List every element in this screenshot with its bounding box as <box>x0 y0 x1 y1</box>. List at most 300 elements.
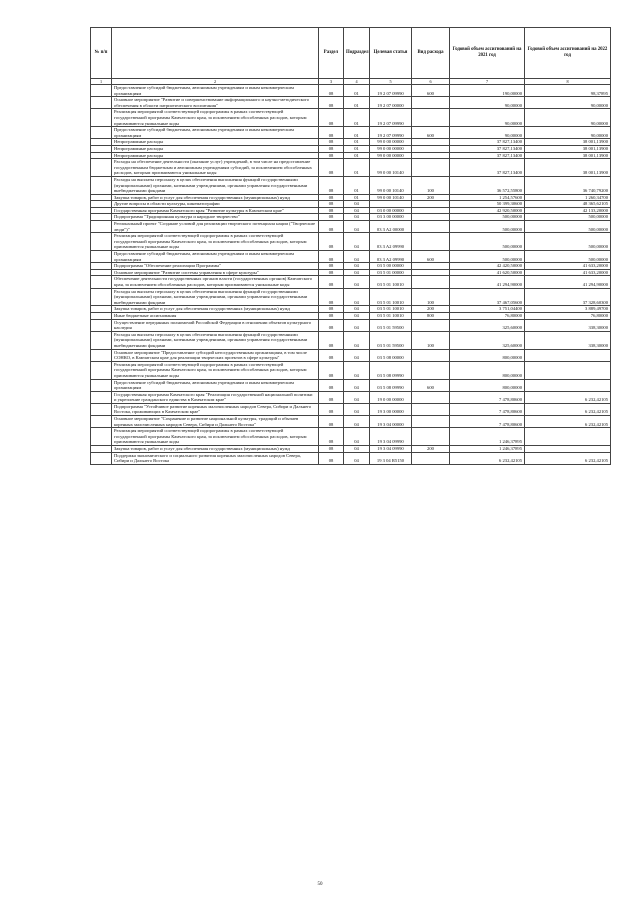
row-2021-cell: 800,00000 <box>450 349 525 361</box>
row-exptype-cell: 600 <box>412 127 450 139</box>
row-section-cell: 08 <box>319 452 344 464</box>
row-target-cell: 03 5 01 10010 <box>370 306 412 313</box>
row-exptype-cell <box>412 428 450 446</box>
col-header-2022: Годовой объем ассигнований на 2022 год <box>525 28 611 79</box>
row-subsection-cell: 04 <box>344 233 370 251</box>
row-subsection-cell: 01 <box>344 109 370 127</box>
row-exptype-cell <box>412 276 450 288</box>
row-2021-cell: 37 467,05600 <box>450 288 525 306</box>
row-target-cell: 99 0 00 00000 <box>370 145 412 152</box>
row-section-cell: 08 <box>319 331 344 349</box>
row-2022-cell <box>525 379 611 391</box>
row-2021-cell: 36 572,55800 <box>450 176 525 194</box>
row-num-cell <box>91 139 112 146</box>
row-num-cell <box>91 127 112 139</box>
row-section-cell: 08 <box>319 176 344 194</box>
row-name-cell: Основное мероприятие "Развитие системы управления в сфере культуры" <box>112 269 319 276</box>
row-exptype-cell: 100 <box>412 288 450 306</box>
row-subsection-cell: 04 <box>344 263 370 270</box>
table-row <box>91 109 611 127</box>
row-name-cell: Подпрограмма "Традиционная культура и народное творчество" <box>112 214 319 221</box>
table-row <box>91 207 611 214</box>
row-2021-cell: 76,80000 <box>450 312 525 319</box>
row-2022-cell: 1 260,34700 <box>525 194 611 201</box>
row-subsection-cell: 04 <box>344 331 370 349</box>
row-subsection-cell: 04 <box>344 361 370 379</box>
table-row <box>91 194 611 201</box>
table-row <box>91 263 611 270</box>
row-section-cell: 08 <box>319 221 344 233</box>
row-num-cell <box>91 379 112 391</box>
table-row <box>91 152 611 159</box>
row-section-cell: 08 <box>319 152 344 159</box>
row-num-cell <box>91 319 112 331</box>
row-section-cell: 08 <box>319 361 344 379</box>
row-name-cell: Основное мероприятие "Развитие и совершенствование информационного и научно-методического обеспечения в области патриотического воспитания" <box>112 97 319 109</box>
row-2022-cell <box>525 349 611 361</box>
table-row <box>91 201 611 208</box>
row-exptype-cell <box>412 109 450 127</box>
row-num-cell <box>91 97 112 109</box>
row-subsection-cell: 04 <box>344 221 370 233</box>
row-name-cell: Расходы на выплаты персоналу в целях обеспечения выполнения функций государственными (муниципальными) органами, казенными учреждениями, органами управления государственными внебюджетными фондами <box>112 331 319 349</box>
row-name-cell: Непрограммные расходы <box>112 145 319 152</box>
table-row <box>91 391 611 403</box>
colnum-cell: 6 <box>412 79 450 85</box>
row-target-cell: 03 5 01 10010 <box>370 276 412 288</box>
row-name-cell: Поддержка экономического и социального развития коренных малочисленных народов Севера, Сибири и Дальнего Востока <box>112 452 319 464</box>
row-section-cell: 08 <box>319 263 344 270</box>
row-2021-cell: 7 478,80600 <box>450 391 525 403</box>
row-subsection-cell: 04 <box>344 403 370 415</box>
row-name-cell: Государственная программа Камчатского края "Развитие культуры в Камчатском крае" <box>112 207 319 214</box>
table-row <box>91 319 611 331</box>
row-2022-cell: 90,00000 <box>525 127 611 139</box>
row-exptype-cell <box>412 201 450 208</box>
row-exptype-cell: 600 <box>412 251 450 263</box>
row-2021-cell: 7 478,80600 <box>450 403 525 415</box>
row-exptype-cell: 200 <box>412 306 450 313</box>
row-exptype-cell <box>412 263 450 270</box>
row-num-cell <box>91 85 112 97</box>
row-target-cell: 99 0 00 10140 <box>370 194 412 201</box>
row-2021-cell: 6 232,42105 <box>450 452 525 464</box>
row-2022-cell: 41 294,90000 <box>525 276 611 288</box>
row-section-cell: 08 <box>319 207 344 214</box>
col-header-target: Целевая статья <box>370 28 412 79</box>
row-2021-cell: 90,00000 <box>450 97 525 109</box>
row-2022-cell: 338,30000 <box>525 331 611 349</box>
row-target-cell: 19 3 04 09990 <box>370 446 412 453</box>
row-2022-cell <box>525 446 611 453</box>
row-target-cell: 03 5 01 10010 <box>370 312 412 319</box>
row-name-cell: Расходы на выплаты персоналу в целях обеспечения выполнения функций государственными (муниципальными) органами, казенными учреждениями, органами управления государственными внебюджетными фондами <box>112 288 319 306</box>
row-subsection-cell: 01 <box>344 194 370 201</box>
row-name-cell: Основное мероприятие "Сохранение и развитие национальной культуры, традиций и обычаев коренных малочисленных народов Севера, Сибири и Дальнего Востока" <box>112 416 319 428</box>
row-exptype-cell <box>412 416 450 428</box>
row-num-cell <box>91 276 112 288</box>
row-target-cell: 03 5 01 59500 <box>370 319 412 331</box>
row-target-cell: 99 0 00 10140 <box>370 159 412 177</box>
row-name-cell: Закупка товаров, работ и услуг для обеспечения государственных (муниципальных) нужд <box>112 194 319 201</box>
row-2021-cell: 42 420,50000 <box>450 263 525 270</box>
row-2021-cell: 41 294,90000 <box>450 276 525 288</box>
table-row <box>91 85 611 97</box>
row-2021-cell: 1 254,57600 <box>450 194 525 201</box>
row-name-cell: Предоставление субсидий бюджетным, автономным учреждениям и иным некоммерческим организациям <box>112 251 319 263</box>
row-exptype-cell <box>412 269 450 276</box>
row-exptype-cell <box>412 221 450 233</box>
row-section-cell: 08 <box>319 276 344 288</box>
row-section-cell: 08 <box>319 194 344 201</box>
row-section-cell: 08 <box>319 109 344 127</box>
table-row <box>91 159 611 177</box>
table-row <box>91 127 611 139</box>
row-target-cell: 19 3 00 00000 <box>370 403 412 415</box>
table-row <box>91 288 611 306</box>
row-target-cell: 03 3 00 00000 <box>370 214 412 221</box>
row-target-cell: 99 0 00 10140 <box>370 176 412 194</box>
table-row <box>91 379 611 391</box>
colnum-cell: 5 <box>370 79 412 85</box>
row-section-cell: 08 <box>319 391 344 403</box>
page-number: 50 <box>317 882 323 887</box>
row-2022-cell: 38 001,13900 <box>525 145 611 152</box>
table-row <box>91 331 611 349</box>
row-section-cell: 08 <box>319 201 344 208</box>
row-subsection-cell: 04 <box>344 276 370 288</box>
row-exptype-cell <box>412 159 450 177</box>
row-name-cell: Предоставление субсидий бюджетным, автономным учреждениям и иным некоммерческим организациям <box>112 127 319 139</box>
row-num-cell <box>91 416 112 428</box>
row-target-cell: 19 3 04 09990 <box>370 428 412 446</box>
row-section-cell: 08 <box>319 446 344 453</box>
row-2021-cell: 800,00000 <box>450 361 525 379</box>
row-target-cell: 03 5 08 09990 <box>370 379 412 391</box>
row-exptype-cell <box>412 152 450 159</box>
row-target-cell: 19 3 04 00000 <box>370 416 412 428</box>
row-exptype-cell: 100 <box>412 331 450 349</box>
row-num-cell <box>91 221 112 233</box>
row-target-cell: 19 3 04 R5150 <box>370 452 412 464</box>
row-2021-cell: 190,00000 <box>450 85 525 97</box>
row-2021-cell: 325,60000 <box>450 319 525 331</box>
row-name-cell: Непрограммные расходы <box>112 139 319 146</box>
table-row <box>91 251 611 263</box>
col-header-num: № п/п <box>91 28 112 79</box>
row-num-cell <box>91 428 112 446</box>
row-target-cell: 19 0 00 00000 <box>370 391 412 403</box>
row-exptype-cell <box>412 233 450 251</box>
row-section-cell: 08 <box>319 159 344 177</box>
row-2022-cell: 98,37895 <box>525 85 611 97</box>
row-section-cell: 08 <box>319 233 344 251</box>
row-exptype-cell: 100 <box>412 176 450 194</box>
row-section-cell: 08 <box>319 251 344 263</box>
row-name-cell: Расходы на обеспечение деятельности (оказание услуг) учреждений, в том числе на предоставление государственным бюджетным и автономным учреждениям субсидий, за исключением обособленных расходов, которым присваиваются уникальные коды <box>112 159 319 177</box>
budget-table <box>90 27 611 465</box>
row-subsection-cell: 01 <box>344 97 370 109</box>
row-exptype-cell <box>412 97 450 109</box>
colnum-cell: 8 <box>525 79 611 85</box>
header-row <box>91 28 611 79</box>
row-num-cell <box>91 233 112 251</box>
table-row <box>91 269 611 276</box>
row-num-cell <box>91 201 112 208</box>
row-num-cell <box>91 312 112 319</box>
row-exptype-cell <box>412 207 450 214</box>
row-num-cell <box>91 306 112 313</box>
row-num-cell <box>91 446 112 453</box>
row-2021-cell: 37 827,13400 <box>450 139 525 146</box>
row-2022-cell: 6 232,42105 <box>525 452 611 464</box>
col-header-2021: Годовой объем ассигнований на 2021 год <box>450 28 525 79</box>
row-subsection-cell: 04 <box>344 306 370 313</box>
colnum-cell: 1 <box>91 79 112 85</box>
row-num-cell <box>91 288 112 306</box>
table-body <box>91 85 611 465</box>
row-subsection-cell: 04 <box>344 312 370 319</box>
row-name-cell: Основное мероприятие "Предоставление субсидий негосударственным организациям, в том числе СОНКО, в Камчатском крае для реализации творческих проектов в сфере культуры" <box>112 349 319 361</box>
row-2021-cell: 500,00000 <box>450 233 525 251</box>
row-subsection-cell: 01 <box>344 145 370 152</box>
row-2022-cell <box>525 428 611 446</box>
row-name-cell: Реализация мероприятий соответствующей подпрограммы в рамках соответствующей государственной программы Камчатского края, за исключением обособленных расходов, которым присваиваются уникальные коды <box>112 109 319 127</box>
row-2022-cell: 90,00000 <box>525 97 611 109</box>
row-name-cell: Предоставление субсидий бюджетным, автономным учреждениям и иным некоммерческим организациям <box>112 379 319 391</box>
row-2022-cell: 6 232,42105 <box>525 403 611 415</box>
row-section-cell: 08 <box>319 319 344 331</box>
row-name-cell: Подпрограмма "Обеспечение реализации Программы" <box>112 263 319 270</box>
row-num-cell <box>91 452 112 464</box>
row-section-cell: 08 <box>319 85 344 97</box>
row-2022-cell: 41 633,20000 <box>525 263 611 270</box>
table-row <box>91 306 611 313</box>
col-header-exptype: Вид расхода <box>412 28 450 79</box>
colnum-cell: 7 <box>450 79 525 85</box>
row-name-cell: Реализация мероприятий соответствующей подпрограммы в рамках соответствующей государственной программы Камчатского края, за исключением обособленных расходов, которым присваиваются уникальные коды <box>112 233 319 251</box>
table-row <box>91 145 611 152</box>
row-subsection-cell: 01 <box>344 159 370 177</box>
row-target-cell: 03 5 01 59500 <box>370 331 412 349</box>
row-num-cell <box>91 214 112 221</box>
row-subsection-cell: 04 <box>344 214 370 221</box>
row-name-cell: Осуществление переданных полномочий Российской Федерации в отношении объектов культурного наследия <box>112 319 319 331</box>
row-subsection-cell: 04 <box>344 288 370 306</box>
row-num-cell <box>91 176 112 194</box>
row-target-cell: 19 2 07 09990 <box>370 127 412 139</box>
row-name-cell: Государственная программа Камчатского края "Реализация государственной национальной политики и укрепление гражданского единства в Камчатском крае" <box>112 391 319 403</box>
row-exptype-cell <box>412 361 450 379</box>
row-section-cell: 08 <box>319 139 344 146</box>
row-2022-cell: 38 001,13900 <box>525 159 611 177</box>
row-target-cell: 99 0 00 00000 <box>370 139 412 146</box>
row-target-cell: 03 3 A2 09990 <box>370 251 412 263</box>
row-2022-cell: 6 232,42105 <box>525 391 611 403</box>
row-target-cell: 03 5 08 00000 <box>370 349 412 361</box>
row-subsection-cell: 01 <box>344 127 370 139</box>
row-2021-cell: 500,00000 <box>450 214 525 221</box>
row-2022-cell: 48 365,62105 <box>525 201 611 208</box>
table-row <box>91 349 611 361</box>
row-2021-cell: 325,60000 <box>450 331 525 349</box>
row-2022-cell: 500,00000 <box>525 221 611 233</box>
row-name-cell: Подпрограмма "Устойчивое развитие коренных малочисленных народов Севера, Сибири и Дальнего Востока, проживающих в Камчатском крае" <box>112 403 319 415</box>
row-2022-cell: 37 328,60300 <box>525 288 611 306</box>
row-2021-cell: 42 920,50000 <box>450 207 525 214</box>
row-section-cell: 08 <box>319 403 344 415</box>
row-exptype-cell <box>412 452 450 464</box>
row-section-cell: 08 <box>319 127 344 139</box>
row-subsection-cell: 04 <box>344 446 370 453</box>
colnum-cell: 4 <box>344 79 370 85</box>
row-target-cell: 03 3 A2 09990 <box>370 233 412 251</box>
row-subsection-cell: 04 <box>344 201 370 208</box>
row-name-cell: Непрограммные расходы <box>112 152 319 159</box>
row-num-cell <box>91 159 112 177</box>
row-target-cell: 19 2 07 09990 <box>370 85 412 97</box>
colnum-cell: 2 <box>112 79 319 85</box>
row-exptype-cell: 600 <box>412 85 450 97</box>
col-header-subsection: Подраздел <box>344 28 370 79</box>
table-row <box>91 233 611 251</box>
row-subsection-cell: 04 <box>344 269 370 276</box>
row-2021-cell: 90,00000 <box>450 109 525 127</box>
row-2021-cell: 1 246,37895 <box>450 446 525 453</box>
row-2021-cell: 800,00000 <box>450 379 525 391</box>
row-target-cell: 03 5 01 10010 <box>370 288 412 306</box>
row-name-cell: Реализация мероприятий соответствующей подпрограммы в рамках соответствующей государственной программы Камчатского края, за исключением обособленных расходов, которым присваиваются уникальные коды <box>112 428 319 446</box>
row-num-cell <box>91 263 112 270</box>
row-section-cell: 08 <box>319 428 344 446</box>
row-subsection-cell: 04 <box>344 379 370 391</box>
row-subsection-cell: 04 <box>344 452 370 464</box>
colnum-cell: 3 <box>319 79 344 85</box>
row-section-cell: 08 <box>319 379 344 391</box>
row-num-cell <box>91 361 112 379</box>
table-row <box>91 97 611 109</box>
table-row <box>91 221 611 233</box>
row-subsection-cell: 04 <box>344 391 370 403</box>
row-2022-cell: 500,00000 <box>525 251 611 263</box>
row-target-cell: 99 0 00 00000 <box>370 152 412 159</box>
row-section-cell: 08 <box>319 349 344 361</box>
row-2022-cell: 90,00000 <box>525 109 611 127</box>
row-2022-cell: 3 889,49700 <box>525 306 611 313</box>
row-name-cell: Иные бюджетные ассигнования <box>112 312 319 319</box>
row-2021-cell: 37 827,13400 <box>450 145 525 152</box>
row-2021-cell: 37 827,13400 <box>450 159 525 177</box>
row-target-cell <box>370 201 412 208</box>
table-row <box>91 446 611 453</box>
table-row <box>91 361 611 379</box>
row-num-cell <box>91 109 112 127</box>
row-exptype-cell <box>412 214 450 221</box>
row-2021-cell: 500,00000 <box>450 221 525 233</box>
row-target-cell: 19 2 07 00000 <box>370 97 412 109</box>
row-subsection-cell: 04 <box>344 207 370 214</box>
row-subsection-cell: 01 <box>344 85 370 97</box>
row-2021-cell: 90,00000 <box>450 127 525 139</box>
row-2021-cell: 50 399,30600 <box>450 201 525 208</box>
row-name-cell: Региональный проект "Создание условий для реализации творческого потенциала нации ("Творческие люди")" <box>112 221 319 233</box>
row-subsection-cell: 01 <box>344 139 370 146</box>
row-subsection-cell: 01 <box>344 152 370 159</box>
row-target-cell: 03 5 00 00000 <box>370 263 412 270</box>
row-2021-cell: 7 478,80600 <box>450 416 525 428</box>
row-subsection-cell: 04 <box>344 251 370 263</box>
row-2022-cell: 338,30000 <box>525 319 611 331</box>
table-row <box>91 403 611 415</box>
row-num-cell <box>91 403 112 415</box>
row-2021-cell: 37 827,13400 <box>450 152 525 159</box>
row-exptype-cell <box>412 319 450 331</box>
row-exptype-cell <box>412 139 450 146</box>
row-2021-cell: 1 246,37895 <box>450 428 525 446</box>
row-exptype-cell <box>412 403 450 415</box>
row-2022-cell: 38 001,13900 <box>525 139 611 146</box>
row-section-cell: 08 <box>319 97 344 109</box>
table-row <box>91 276 611 288</box>
row-section-cell: 08 <box>319 416 344 428</box>
row-2022-cell: 41 633,20000 <box>525 269 611 276</box>
row-subsection-cell: 04 <box>344 349 370 361</box>
row-exptype-cell: 200 <box>412 194 450 201</box>
row-2022-cell: 6 232,42105 <box>525 416 611 428</box>
row-target-cell: 03 5 01 00000 <box>370 269 412 276</box>
row-section-cell: 08 <box>319 214 344 221</box>
table-row <box>91 312 611 319</box>
row-name-cell: Закупка товаров, работ и услуг для обеспечения государственных (муниципальных) нужд <box>112 446 319 453</box>
row-num-cell <box>91 145 112 152</box>
row-section-cell: 08 <box>319 269 344 276</box>
row-target-cell: 19 2 07 09990 <box>370 109 412 127</box>
row-exptype-cell <box>412 145 450 152</box>
col-header-section: Раздел <box>319 28 344 79</box>
row-2022-cell: 42 133,20000 <box>525 207 611 214</box>
row-num-cell <box>91 207 112 214</box>
table-row <box>91 214 611 221</box>
row-name-cell: Другие вопросы в области культуры, кинематографии <box>112 201 319 208</box>
row-section-cell: 08 <box>319 145 344 152</box>
row-2022-cell: 76,80000 <box>525 312 611 319</box>
row-2022-cell <box>525 361 611 379</box>
row-num-cell <box>91 152 112 159</box>
row-2022-cell: 500,00000 <box>525 214 611 221</box>
row-name-cell: Расходы на выплаты персоналу в целях обеспечения выполнения функций государственными (муниципальными) органами, казенными учреждениями, органами управления государственными внебюджетными фондами <box>112 176 319 194</box>
row-exptype-cell <box>412 349 450 361</box>
row-subsection-cell: 04 <box>344 428 370 446</box>
table-row <box>91 139 611 146</box>
table-row <box>91 176 611 194</box>
table-row <box>91 416 611 428</box>
row-exptype-cell: 200 <box>412 446 450 453</box>
table-row <box>91 428 611 446</box>
row-subsection-cell: 01 <box>344 176 370 194</box>
row-num-cell <box>91 349 112 361</box>
row-num-cell <box>91 331 112 349</box>
row-2022-cell: 500,00000 <box>525 233 611 251</box>
table-row <box>91 452 611 464</box>
row-subsection-cell: 04 <box>344 319 370 331</box>
row-2021-cell: 500,00000 <box>450 251 525 263</box>
row-2022-cell: 36 740,79200 <box>525 176 611 194</box>
row-name-cell: Реализация мероприятий соответствующей подпрограммы в рамках соответствующей государственной программы Камчатского края, за исключением обособленных расходов, которым присваиваются уникальные коды <box>112 361 319 379</box>
row-2021-cell: 3 751,04400 <box>450 306 525 313</box>
row-target-cell: 03 3 A2 00000 <box>370 221 412 233</box>
row-2021-cell: 41 620,50000 <box>450 269 525 276</box>
row-exptype-cell: 800 <box>412 312 450 319</box>
